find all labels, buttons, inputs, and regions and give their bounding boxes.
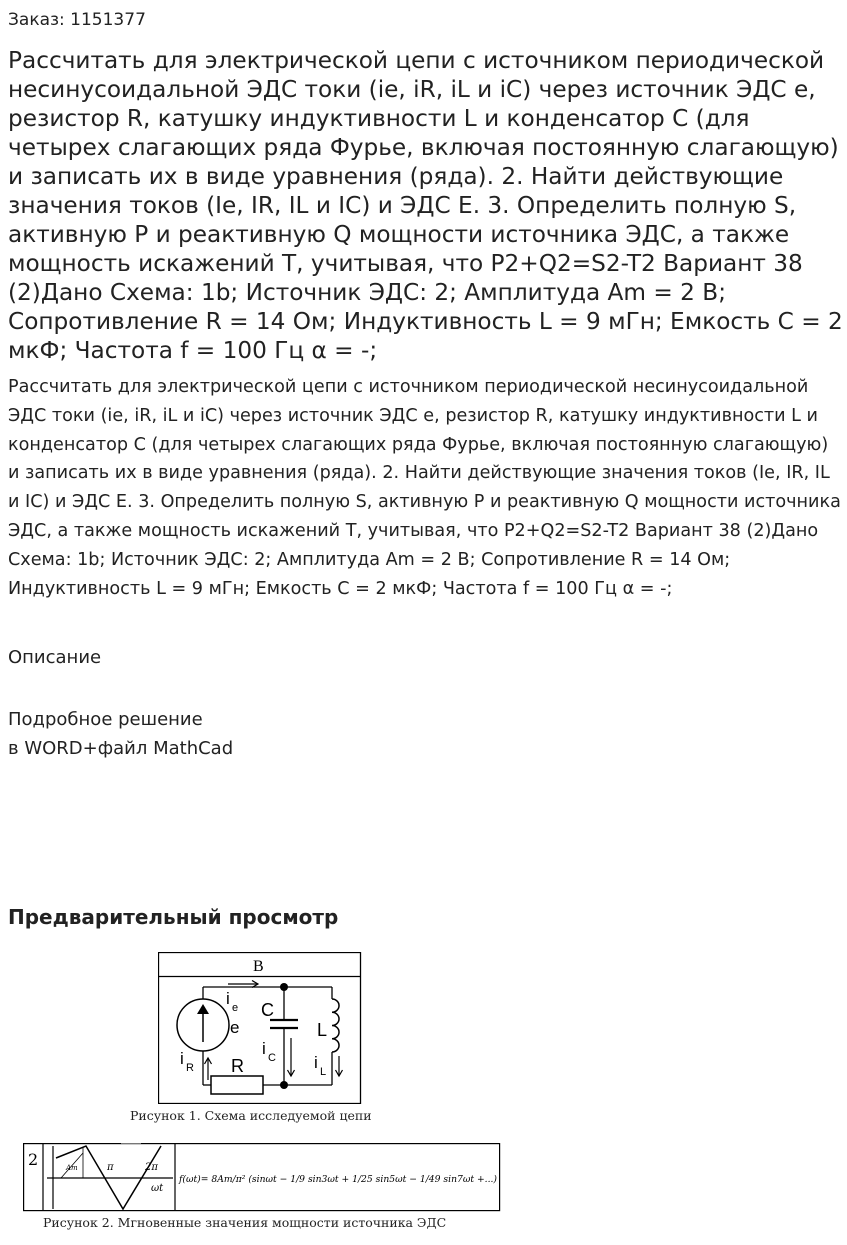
two-pi-label: 2π (145, 1162, 158, 1173)
order-number: Заказ: 1151377 (8, 10, 146, 30)
label-ic-sub: C (268, 1052, 276, 1064)
inductor (332, 999, 339, 1052)
label-L: L (317, 1020, 328, 1040)
label-ir-sub: R (186, 1062, 194, 1074)
label-e: e (230, 1018, 240, 1037)
row-number: 2 (28, 1150, 39, 1169)
page-title: Рассчитать для электрической цепи с источником периодической несинусоидальной ЭДС токи (ie, iR, iL и iC) через источник ЭДС е, резистор R, катушку индуктивности L и конденсатор С (для четырех слагающих ряда Фурье, включая постоянную слагающую) и записать их в виде уравнения (ряда). 2. Найти действующие значения токов (Ie, IR, IL и IC) и ЭДС Е. 3. Определить полную S, активную P и реактивную Q мощности источника ЭДС, а также мощность искажений Т, учитывая, что P2+Q2=S2-T2 Вариант 38 (2)Дано Схема: 1b; Источник ЭДС: 2; Амплитуда Am = 2 В; Сопротивление R = 14 Ом; Индуктивность L = 9 мГн; Емкость С = 2 мкФ; Частота f = 100 Гц α = -; (8, 47, 843, 364)
label-ie-i: i (226, 989, 230, 1008)
waveform-figure (23, 1143, 501, 1213)
figure-caption: Рисунок 1. Схема исследуемой цепи (130, 1108, 372, 1123)
figure-caption: Рисунок 2. Мгновенные значения мощности источника ЭДС (43, 1215, 447, 1230)
label-ie-sub: e (232, 1002, 239, 1014)
emf-source (177, 999, 229, 1051)
description-line: Подробное решение (8, 709, 203, 730)
preview-heading: Предварительный просмотр (8, 905, 339, 929)
capacitor (270, 1020, 298, 1028)
pi-label: π (107, 1162, 114, 1173)
description-heading: Описание (8, 647, 102, 668)
task-body: Рассчитать для электрической цепи с источником периодической несинусоидальной ЭДС токи (ie, iR, iL и iC) через источник ЭДС е, резистор R, катушку индуктивности L и конденсатор С (для четырех слагающих ряда Фурье, включая постоянную слагающую) и записать их в виде уравнения (ряда). 2. Найти действующие значения токов (Ie, IR, IL и IC) и ЭДС Е. 3. Определить полную S, активную P и реактивную Q мощности источника ЭДС, а также мощность искажений Т, учитывая, что P2+Q2=S2-T2 Вариант 38 (2)Дано Схема: 1b; Источник ЭДС: 2; Амплитуда Am = 2 В; Сопротивление R = 14 Ом; Индуктивность L = 9 мГн; Емкость С = 2 мкФ; Частота f = 100 Гц α = -; (8, 377, 841, 599)
junction-dot (280, 1081, 288, 1089)
circuit-diagram (158, 952, 362, 1104)
figure-header-label: В (253, 958, 264, 975)
label-il-sub: L (320, 1066, 327, 1078)
label-C: C (261, 1000, 274, 1020)
wt-label: ωt (151, 1183, 164, 1194)
label-ir-i: i (180, 1049, 184, 1068)
am-label: Am (66, 1164, 78, 1172)
description-line: в WORD+файл MathCad (8, 738, 234, 759)
junction-dot (280, 983, 288, 991)
resistor (211, 1076, 263, 1094)
label-ic-i: i (262, 1039, 266, 1058)
label-il-i: i (314, 1053, 318, 1072)
series-formula: f(ωt)= 8Am/π² (sinωt − 1/9 sin3ωt + 1/25 sin5ωt − 1/49 sin7ωt +...) (178, 1174, 498, 1185)
label-R: R (231, 1056, 244, 1076)
